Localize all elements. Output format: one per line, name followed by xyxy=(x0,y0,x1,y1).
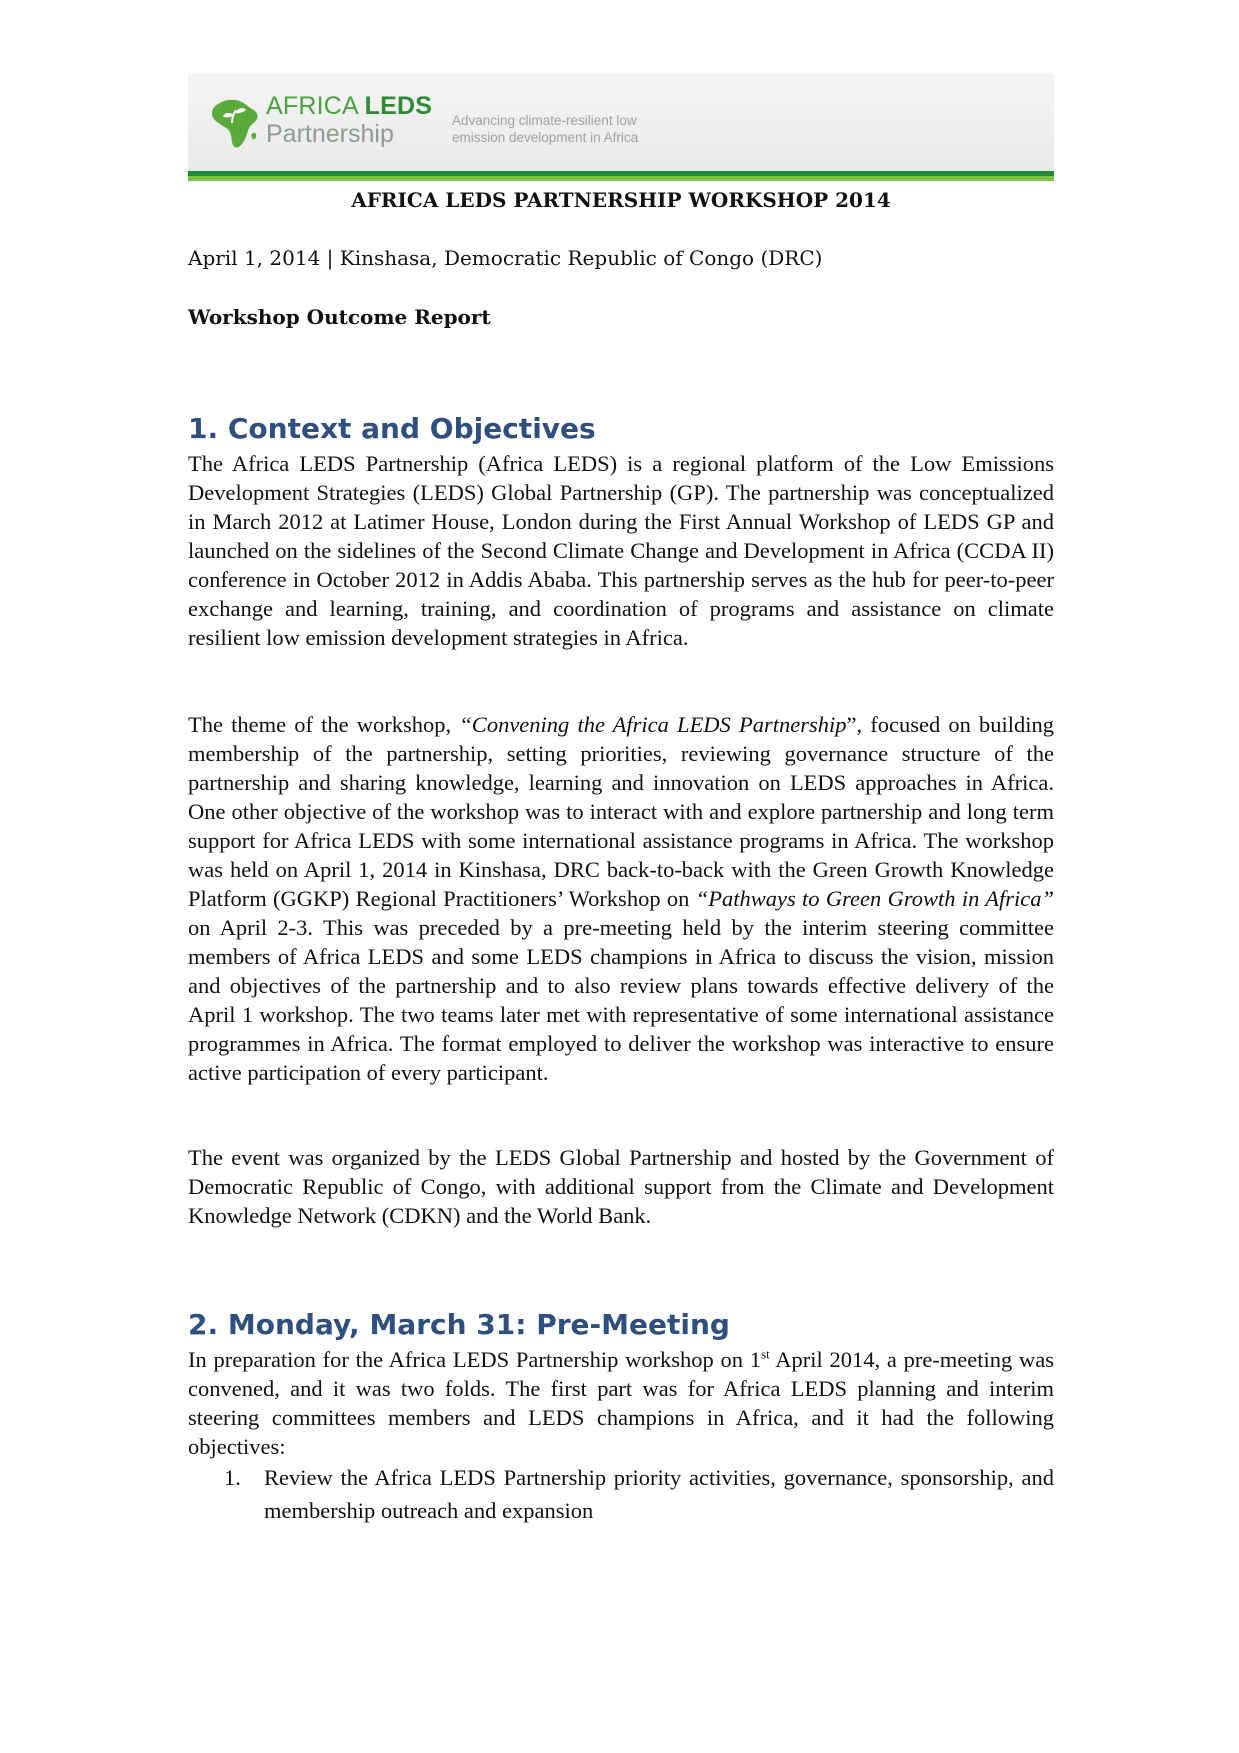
logo-word-leds: LEDS xyxy=(364,92,433,120)
document-dateline: April 1, 2014 | Kinshasa, Democratic Republic of Congo (DRC) xyxy=(188,246,823,270)
paragraph-context-1: The Africa LEDS Partnership (Africa LEDS) is a regional platform of the Low Emissions Development Strategies (LEDS) Global Partnership (GP). The partnership was conceptualized in March 2012 at Latimer House, London during the First Annual Workshop of LEDS GP and launched on the sidelines of the Second Climate Change and Development in Africa (CCDA II) conference in October 2012 in Addis Ababa. This partnership serves as the hub for peer-to-peer exchange and learning, training, and coordination of programs and assistance on climate resilient low emission development strategies in Africa. xyxy=(188,451,1054,650)
paragraph-pre-meeting-1 xyxy=(188,1345,1054,1461)
section-heading-pre-meeting: 2. Monday, March 31: Pre-Meeting xyxy=(188,1308,730,1341)
logo-text-africa-leds xyxy=(266,92,432,121)
tagline-line-2: emission development in Africa xyxy=(452,130,639,145)
header-tagline xyxy=(452,112,672,146)
document-title: AFRICA LEDS PARTNERSHIP WORKSHOP 2014 xyxy=(351,188,891,212)
report-label: Workshop Outcome Report xyxy=(188,305,491,329)
paragraph-text: ”, focused on building membership of the partnership, setting priorities, reviewing governance structure of the partnership and sharing knowledge, learning and innovation on LEDS approaches in Africa. One other objective of the workshop was to interact with and explore partnership and long term support for Africa LEDS with some international assistance programs in Africa. The workshop was held on April 1, 2014 in Kinshasa, DRC back-to-back with the Green Growth Knowledge Platform (GGKP) Regional Practitioners’ Workshop on xyxy=(188,712,1054,911)
list-item-number: 1. xyxy=(224,1465,241,1490)
paragraph-text: on April 2-3. This was preceded by a pre-meeting held by the interim steering committee members of Africa LEDS and some LEDS champions in Africa to discuss the vision, mission and objectives of the partnership and to also review plans towards effective delivery of the April 1 workshop. The two teams later met with representative of some international assistance programmes in Africa. The format employed to deliver the workshop was interactive to ensure active participation of every participant. xyxy=(188,915,1054,1085)
paragraph-context-3: The event was organized by the LEDS Global Partnership and hosted by the Government of Democratic Republic of Congo, with additional support from the Climate and Development Knowledge Network (CDKN) and the World Bank. xyxy=(188,1145,1054,1228)
paragraph-text: April 2014, a pre-meeting was convened, and it was two folds. The first part was for Africa LEDS planning and interim steering committees members and LEDS champions in Africa, and it had the following objectives: xyxy=(188,1347,1055,1459)
tagline-line-1: Advancing climate-resilient low xyxy=(452,113,637,128)
logo-word-africa: AFRICA xyxy=(266,92,365,120)
paragraph-text: In preparation for the Africa LEDS Partnership workshop on 1 xyxy=(188,1347,762,1372)
workshop-theme-italic: “Convening the Africa LEDS Partnership xyxy=(459,712,847,737)
paragraph-context-2 xyxy=(188,710,1054,1087)
ordinal-suffix: st xyxy=(761,1346,770,1362)
list-item-text: Review the Africa LEDS Partnership priority activities, governance, sponsorship, and membership outreach and expansion xyxy=(264,1465,1054,1523)
paragraph-text: The theme of the workshop, xyxy=(188,712,460,737)
ggkp-theme-italic: “Pathways to Green Growth in Africa” xyxy=(695,886,1054,911)
list-item xyxy=(224,1461,1054,1527)
section-heading-context: 1. Context and Objectives xyxy=(188,412,596,445)
header-stripe-light xyxy=(188,176,1054,181)
logo-text-partnership: Partnership xyxy=(266,120,394,148)
africa-map-logo-icon xyxy=(206,93,262,151)
